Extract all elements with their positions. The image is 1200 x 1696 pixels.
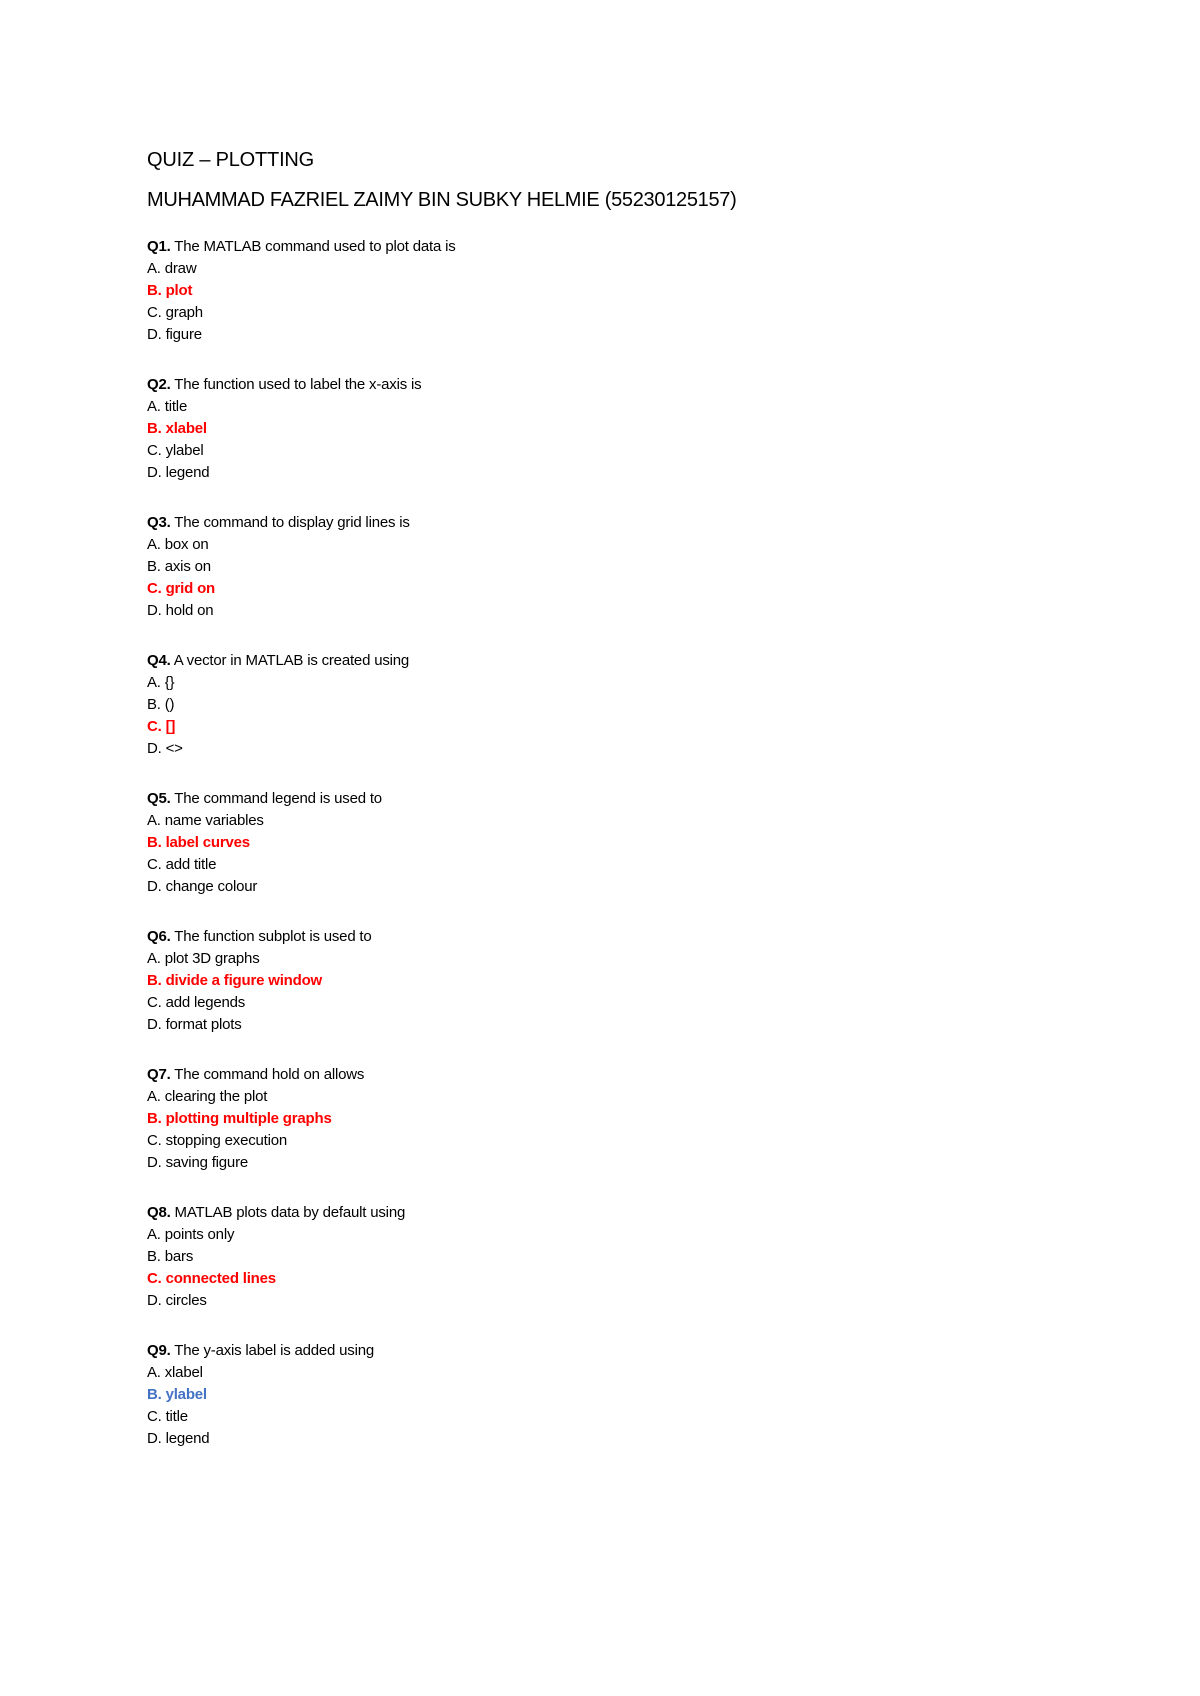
answer-option: C. add legends [147,994,246,1011]
document-author: MUHAMMAD FAZRIEL ZAIMY BIN SUBKY HELMIE (55230125157) [147,189,737,211]
option-list [147,1362,1107,1450]
option-list [147,534,1107,622]
question-block-1 [147,236,1107,346]
question-text-line [147,788,1107,810]
option-list [147,810,1107,898]
option-list [147,396,1107,484]
answer-option: A. box on [147,536,209,553]
option-list [147,1086,1107,1174]
question-block-4 [147,650,1107,760]
question-block-3 [147,512,1107,622]
question-text-line [147,1202,1107,1224]
question-number: Q9. [147,1342,171,1359]
answer-option: A. {} [147,674,175,691]
answer-option: C. stopping execution [147,1132,288,1149]
question-text: The command hold on allows [170,1066,365,1083]
question-block-5 [147,788,1107,898]
question-number: Q5. [147,790,171,807]
question-block-7 [147,1064,1107,1174]
document-page [147,146,1107,1478]
question-text: The MATLAB command used to plot data is [170,238,456,255]
question-number: Q7. [147,1066,171,1083]
question-text-line [147,1064,1107,1086]
answer-option: A. clearing the plot [147,1088,268,1105]
option-list [147,258,1107,346]
answer-option: A. draw [147,260,197,277]
question-list [147,236,1107,1450]
answer-option-selected: B. plot [147,282,193,299]
answer-option: D. hold on [147,602,214,619]
answer-option: D. format plots [147,1016,242,1033]
answer-option-selected: B. xlabel [147,420,207,437]
question-text: The command legend is used to [170,790,382,807]
answer-option: B. () [147,696,175,713]
question-text-line [147,236,1107,258]
answer-option: A. xlabel [147,1364,203,1381]
question-block-8 [147,1202,1107,1312]
answer-option: B. bars [147,1248,194,1265]
question-block-9 [147,1340,1107,1450]
answer-option: C. ylabel [147,442,204,459]
answer-option: D. saving figure [147,1154,249,1171]
answer-option-selected: C. grid on [147,580,215,597]
answer-option: C. graph [147,304,203,321]
answer-option-selected: B. divide a figure window [147,972,323,989]
answer-option: A. name variables [147,812,264,829]
question-text: A vector in MATLAB is created using [170,652,410,669]
answer-option-selected: B. label curves [147,834,250,851]
option-list [147,672,1107,760]
answer-option: C. add title [147,856,217,873]
question-number: Q1. [147,238,171,255]
answer-option: D. legend [147,464,210,481]
answer-option-selected: C. [] [147,718,176,735]
question-number: Q4. [147,652,171,669]
answer-option-selected: B. plotting multiple graphs [147,1110,332,1127]
answer-option: D. <> [147,740,183,757]
answer-option: D. legend [147,1430,210,1447]
answer-option: D. figure [147,326,202,343]
question-text-line [147,650,1107,672]
answer-option-selected: C. connected lines [147,1270,276,1287]
answer-option: D. circles [147,1292,207,1309]
answer-option: D. change colour [147,878,258,895]
question-number: Q6. [147,928,171,945]
question-text: The function subplot is used to [170,928,372,945]
question-number: Q8. [147,1204,171,1221]
option-list [147,948,1107,1036]
question-text: The function used to label the x-axis is [170,376,422,393]
answer-option: C. title [147,1408,188,1425]
question-text-line [147,374,1107,396]
question-block-2 [147,374,1107,484]
option-list [147,1224,1107,1312]
question-text-line [147,1340,1107,1362]
question-text: The command to display grid lines is [170,514,410,531]
question-number: Q3. [147,514,171,531]
question-text: MATLAB plots data by default using [170,1204,406,1221]
question-number: Q2. [147,376,171,393]
question-text-line [147,926,1107,948]
answer-option: A. plot 3D graphs [147,950,260,967]
question-text-line [147,512,1107,534]
question-text: The y-axis label is added using [170,1342,375,1359]
answer-option-selected: B. ylabel [147,1386,207,1403]
answer-option: A. points only [147,1226,235,1243]
document-title: QUIZ – PLOTTING [147,149,315,171]
question-block-6 [147,926,1107,1036]
answer-option: B. axis on [147,558,211,575]
answer-option: A. title [147,398,188,415]
